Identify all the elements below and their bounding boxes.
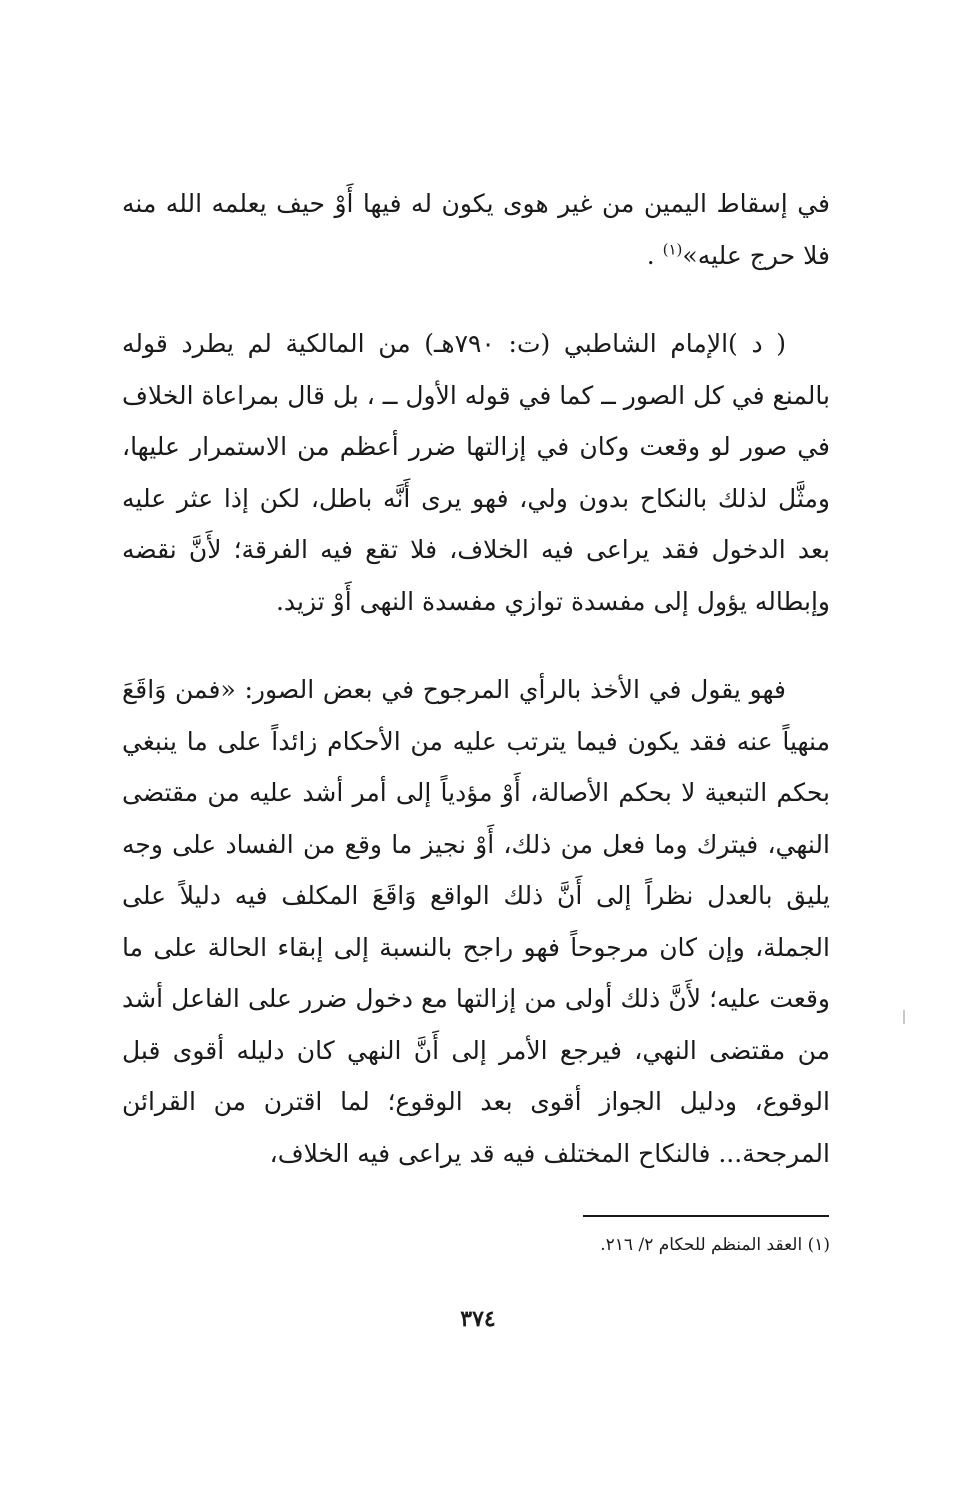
paragraph-2 (122, 318, 830, 627)
scan-mark (903, 1010, 905, 1024)
footnote-separator (583, 1215, 829, 1217)
page-number: ٣٧٤ (460, 1306, 496, 1332)
paragraph-1 (122, 178, 830, 281)
paragraph-3-text: فهو يقول في الأخذ بالرأي المرجوح في بعض الصور: «فمن وَاقَعَ منهياً عنه فقد يكون فيما يترتب عليه من الأحكام زائداً على ما ينبغي بحكم التبعية لا بحكم الأصالة، أَوْ مؤدياً إلى أمر أشد عليه من مقتضى النهي، فيترك وما فعل من ذلك، أَوْ نجيز ما وقع من الفساد على وجه يليق بالعدل نظراً إلى أَنَّ ذلك الواقع وَاقَعَ المكلف فيه دليلاً على الجملة، وإن كان مرجوحاً فهو راجح بالنسبة إلى إبقاء الحالة على ما وقعت عليه؛ لأَنَّ ذلك أولى من إزالتها مع دخول ضرر على الفاعل أشد من مقتضى النهي، فيرجع الأمر إلى أَنَّ النهي كان دليله أقوى قبل الوقوع، ودليل الجواز أقوى بعد الوقوع؛ لما اقترن من القرائن المرجحة... فالنكاح المختلف فيه قد يراعى فيه الخلاف، (122, 675, 830, 1168)
paragraph-2-text: ( د )الإمام الشاطبي (ت: ٧٩٠هـ) من المالكية لم يطرد قوله بالمنع في كل الصور ــ كما في قوله الأول ــ ، بل قال بمراعاة الخلاف في صور لو وقعت وكان في إزالتها ضرر أعظم من الاستمرار عليها، ومثَّل لذلك بالنكاح بدون ولي، فهو يرى أَنَّه باطل، لكن إذا عثر عليه بعد الدخول فقد يراعى فيه الخلاف، فلا تقع فيه الفرقة؛ لأَنَّ نقضه وإبطاله يؤول إلى مفسدة توازي مفسدة النهى أَوْ تزيد. (122, 329, 830, 616)
footnote: (١) العقد المنظم للحكام ٢/ ٢١٦. (600, 1235, 830, 1255)
paragraph-1-end: . (646, 240, 663, 270)
footnote-reference: (١) (662, 240, 683, 259)
paragraph-1-text: في إسقاط اليمين من غير هوى يكون له فيها أَوْ حيف يعلمه الله منه فلا حرج عليه» (122, 189, 830, 270)
paragraph-3 (122, 664, 830, 1179)
